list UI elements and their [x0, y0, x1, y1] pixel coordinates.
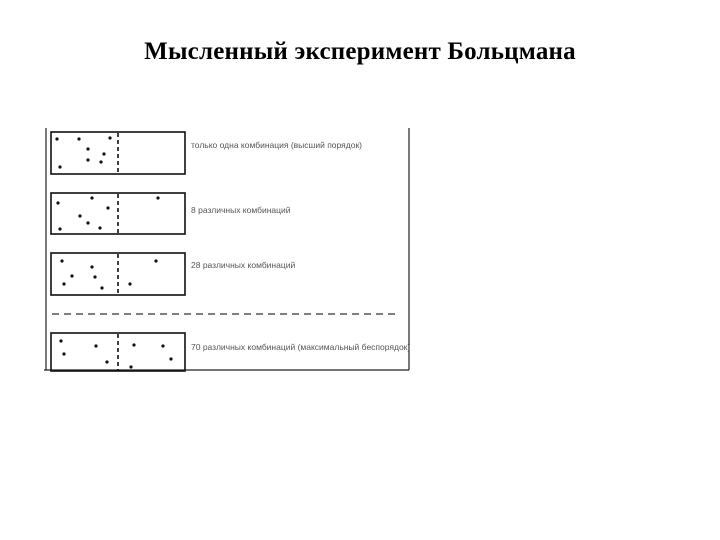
particle — [58, 165, 61, 168]
particle — [98, 226, 101, 229]
particle — [108, 136, 111, 139]
particle — [90, 196, 93, 199]
particle — [169, 357, 172, 360]
particle — [102, 152, 105, 155]
particle — [90, 265, 93, 268]
row-caption: 28 различных комбинаций — [191, 260, 296, 270]
particle — [100, 286, 103, 289]
particle — [156, 196, 159, 199]
particle — [132, 343, 135, 346]
container-row-2 — [51, 193, 291, 234]
particle — [86, 147, 89, 150]
particle — [161, 344, 164, 347]
particle — [105, 360, 108, 363]
particle — [86, 221, 89, 224]
particle — [56, 201, 59, 204]
row-caption: 8 различных комбинаций — [191, 205, 291, 215]
particle — [77, 137, 80, 140]
particle — [60, 259, 63, 262]
slide-title: Мысленный эксперимент Больцмана — [144, 38, 576, 65]
particle — [70, 274, 73, 277]
particle — [58, 227, 61, 230]
particle — [86, 158, 89, 161]
container-row-4 — [51, 333, 410, 371]
particle — [55, 137, 58, 140]
container-box — [51, 132, 185, 174]
container-box — [51, 193, 185, 234]
particle — [62, 282, 65, 285]
particle — [154, 259, 157, 262]
container-row-3 — [51, 253, 295, 295]
particle — [78, 214, 81, 217]
particle — [94, 344, 97, 347]
container-box — [51, 253, 185, 295]
particle — [93, 275, 96, 278]
row-caption: только одна комбинация (высший порядок) — [191, 140, 363, 150]
row-caption: 70 различных комбинаций (максимальный беспорядок) — [191, 342, 411, 352]
particle — [129, 365, 132, 368]
particle — [99, 160, 102, 163]
particle — [62, 352, 65, 355]
particle — [106, 206, 109, 209]
container-row-1 — [51, 132, 362, 174]
particle — [128, 282, 131, 285]
particle — [59, 339, 62, 342]
